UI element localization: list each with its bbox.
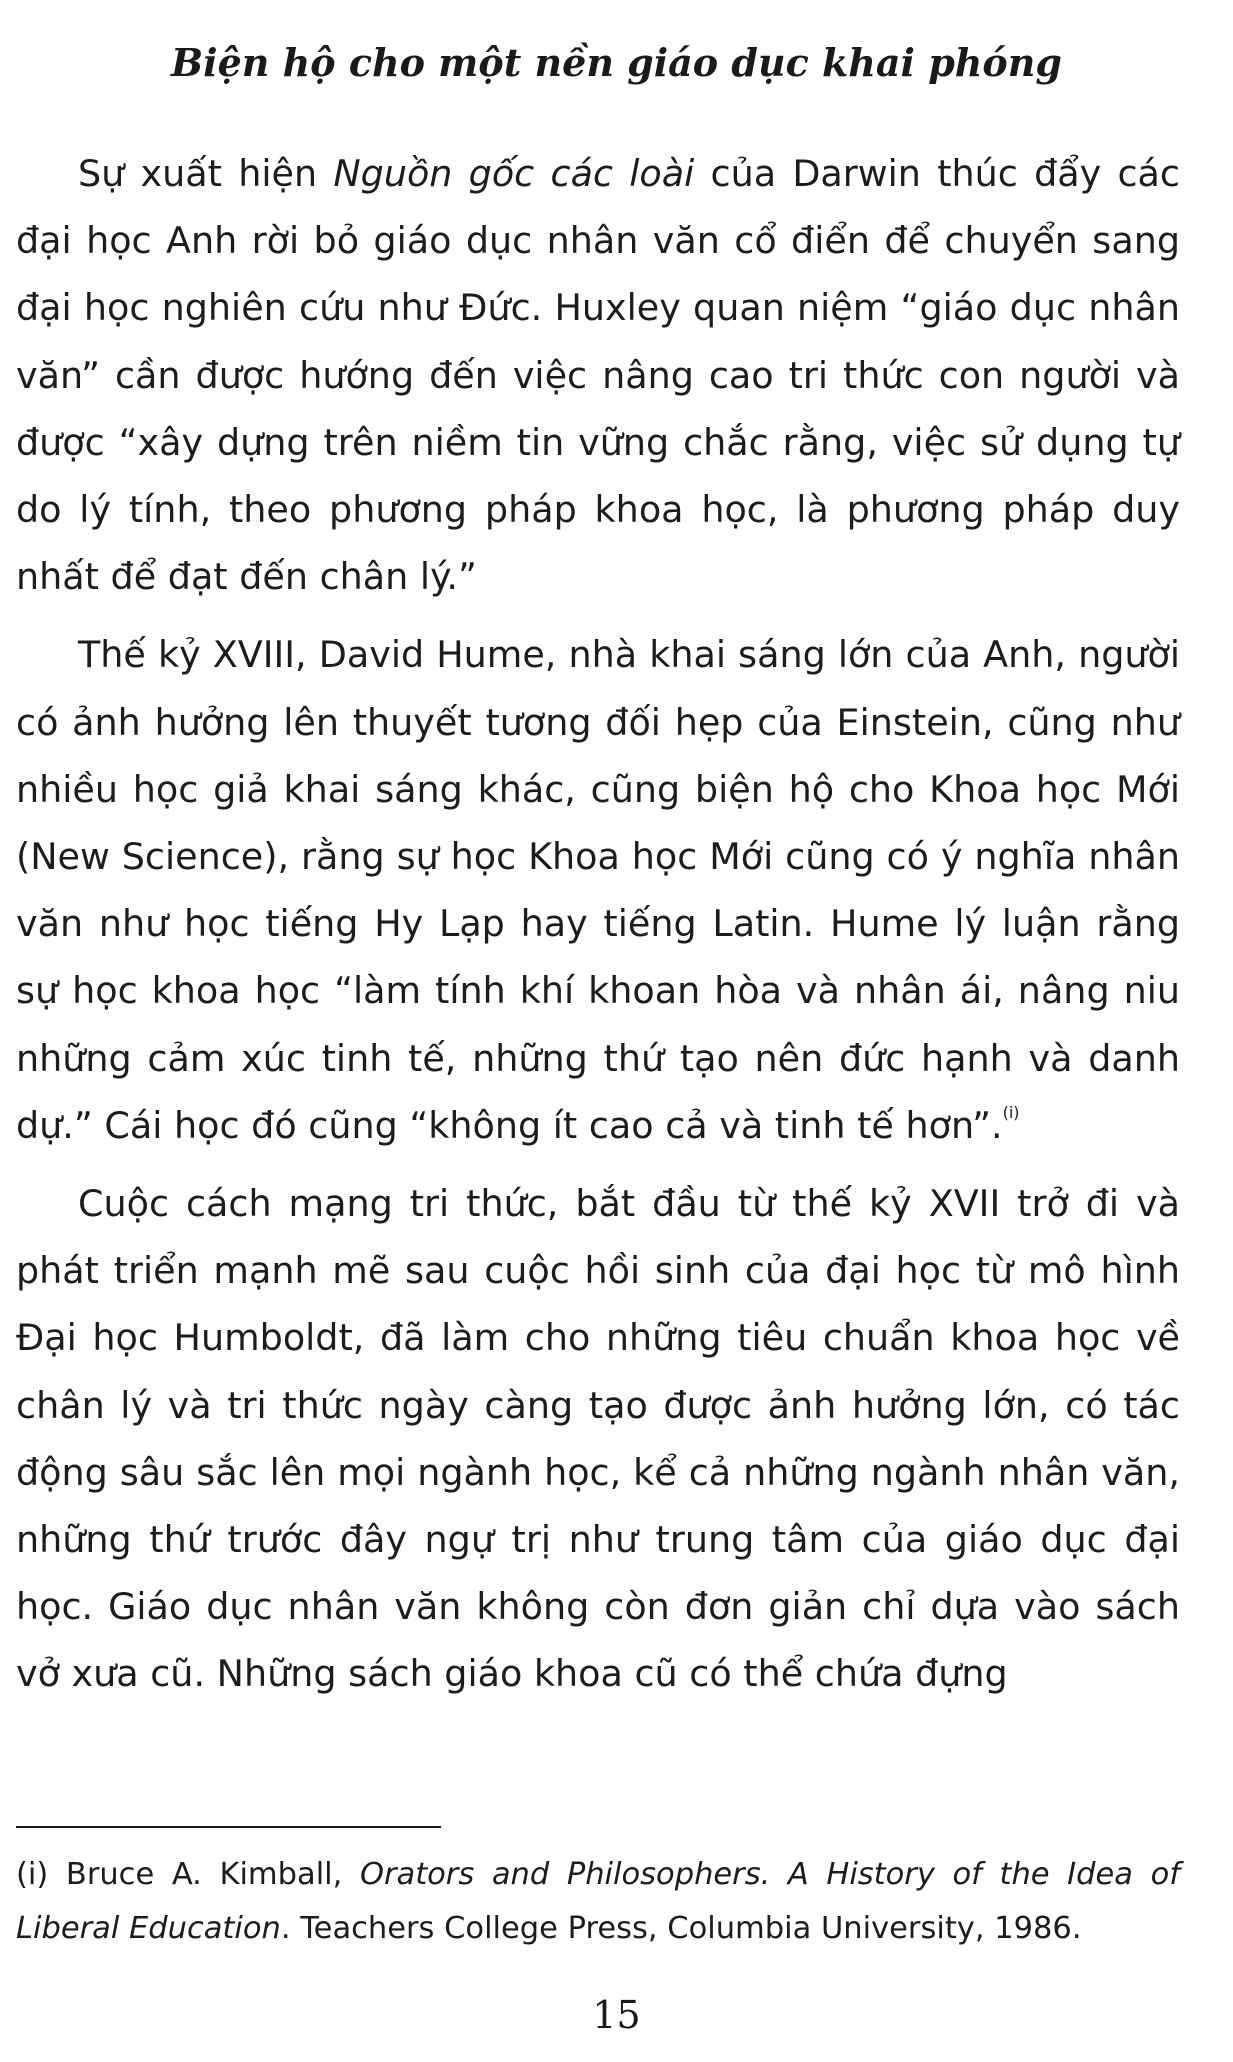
paragraph-3 <box>16 1170 1180 1708</box>
paragraph-1-text-cont: của Darwin thúc đẩy các đại học Anh rời bỏ giáo dục nhân văn cổ điển để chuyển sang đại học nghiên cứu như Đức. Huxley quan niệm “giáo dục nhân văn” cần được hướng đến việc nâng cao tri thức con người và được “xây dựng trên niềm tin vững chắc rằng, việc sử dụng tự do lý tính, theo phương pháp khoa học, là phương pháp duy nhất để đạt đến chân lý.” <box>16 152 1180 599</box>
footnote-author: Bruce A. Kimball, <box>48 1857 360 1892</box>
footnote-reference: (i) <box>1002 1102 1020 1122</box>
page-number: 15 <box>592 1993 641 2037</box>
paragraph-1 <box>16 140 1180 610</box>
running-head: Biện hộ cho một nền giáo dục khai phóng <box>171 40 1062 85</box>
book-title-italic: Nguồn gốc các loài <box>333 152 695 195</box>
body-text <box>16 140 1180 1719</box>
footnote <box>16 1848 1180 1956</box>
paragraph-2 <box>16 621 1180 1159</box>
paragraph-3-text: Cuộc cách mạng tri thức, bắt đầu từ thế kỷ XVII trở đi và phát triển mạnh mẽ sau cuộc hồi sinh của đại học từ mô hình Đại học Humboldt, đã làm cho những tiêu chuẩn khoa học về chân lý và tri thức ngày càng tạo được ảnh hưởng lớn, có tác động sâu sắc lên mọi ngành học, kể cả những ngành nhân văn, những thứ trước đây ngự trị như trung tâm của giáo dục đại học. Giáo dục nhân văn không còn đơn giản chỉ dựa vào sách vở xưa cũ. Những sách giáo khoa cũ có thể chứa đựng <box>16 1182 1180 1696</box>
footnote-marker: (i) <box>16 1857 49 1892</box>
footnote-divider <box>16 1826 441 1828</box>
footnote-title-italic: Orators and Philosophers. A History of the Idea of Liberal Education <box>16 1857 1180 1946</box>
footnote-publisher: . Teachers College Press, Columbia University, 1986. <box>280 1911 1082 1946</box>
paragraph-2-text: Thế kỷ XVIII, David Hume, nhà khai sáng lớn của Anh, người có ảnh hưởng lên thuyết tương đối hẹp của Einstein, cũng như nhiều học giả khai sáng khác, cũng biện hộ cho Khoa học Mới (New Science), rằng sự học Khoa học Mới cũng có ý nghĩa nhân văn như học tiếng Hy Lạp hay tiếng Latin. Hume lý luận rằng sự học khoa học “làm tính khí khoan hòa và nhân ái, nâng niu những cảm xúc tinh tế, những thứ tạo nên đức hạnh và danh dự.” Cái học đó cũng “không ít cao cả và tinh tế hơn”. <box>16 633 1180 1147</box>
paragraph-1-text: Sự xuất hiện <box>78 152 334 195</box>
